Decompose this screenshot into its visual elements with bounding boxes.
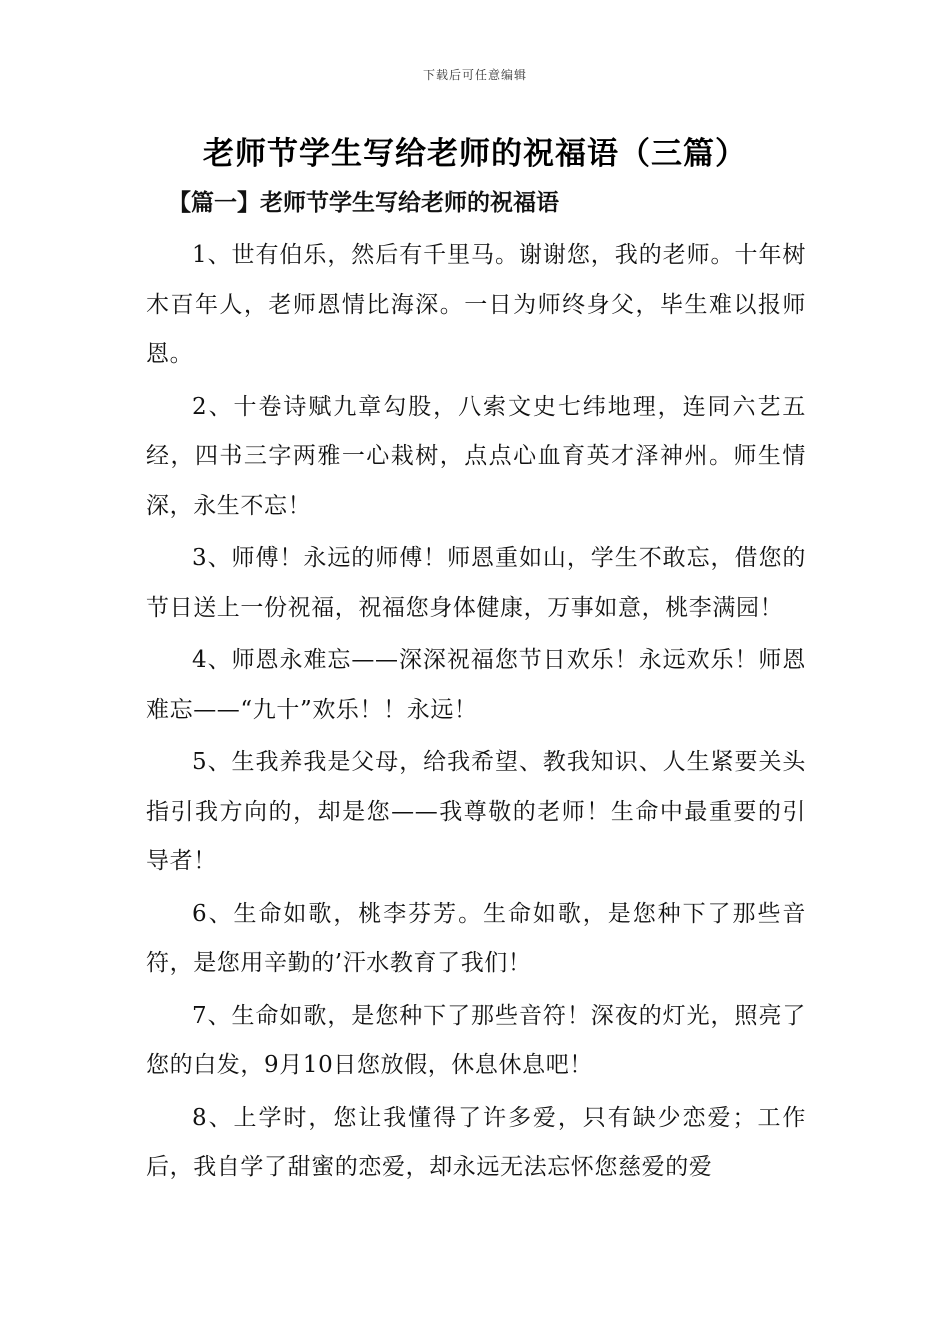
section-heading: 【篇一】老师节学生写给老师的祝福语: [168, 189, 559, 216]
paragraph-4: 4、师恩永难忘——深深祝福您节日欢乐！永远欢乐！师恩难忘——“九十”欢乐！！永远！: [146, 647, 806, 723]
paragraph-6: 6、生命如歌，桃李芬芳。生命如歌，是您种下了那些音符，是您用辛勤的’汗水教育了我们！: [146, 900, 806, 976]
paragraph-8: 8、上学时，您让我懂得了许多爱，只有缺少恋爱；工作后，我自学了甜蜜的恋爱，却永远无法忘怀您慈爱的爱: [146, 1104, 806, 1180]
paragraph-1: 1、世有伯乐，然后有千里马。谢谢您，我的老师。十年树木百年人，老师恩情比海深。一日为师终身父，毕生难以报师恩。: [146, 242, 806, 367]
page-title: 老师节学生写给老师的祝福语（三篇）: [203, 136, 747, 172]
paragraph-3: 3、师傅！永远的师傅！师恩重如山，学生不敢忘，借您的节日送上一份祝福，祝福您身体健康，万事如意，桃李满园！: [146, 545, 806, 621]
header-note: 下载后可任意编辑: [422, 68, 527, 82]
document-body: [146, 231, 806, 1196]
paragraph-5: 5、生我养我是父母，给我希望、教我知识、人生紧要关头指引我方向的，却是您——我尊敬的老师！生命中最重要的引导者！: [146, 749, 806, 874]
paragraph-2: 2、十卷诗赋九章勾股，八索文史七纬地理，连同六艺五经，四书三字两雅一心栽树，点点心血育英才泽神州。师生情深，永生不忘！: [146, 393, 806, 519]
paragraph-7: 7、生命如歌，是您种下了那些音符！深夜的灯光，照亮了您的白发，9月10日您放假，休息休息吧！: [146, 1002, 806, 1078]
